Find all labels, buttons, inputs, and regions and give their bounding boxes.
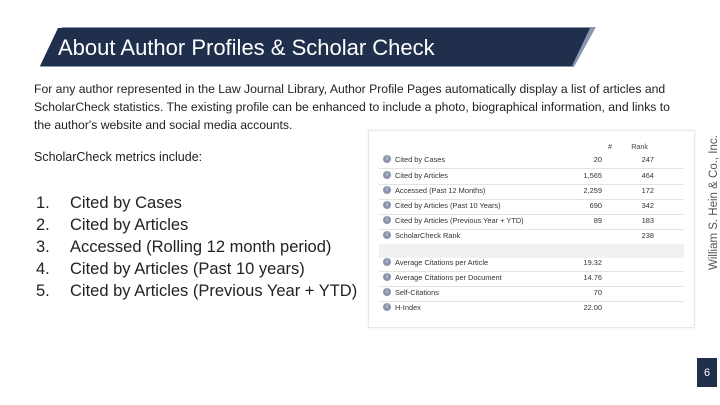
row-label: Self-Citations <box>395 288 439 297</box>
row-label: Cited by Articles (Past 10 Years) <box>395 201 501 210</box>
metrics-heading: ScholarCheck metrics include: <box>34 150 203 164</box>
list-number: 4. <box>36 260 50 278</box>
info-icon: i <box>383 201 391 209</box>
row-value: 20 <box>593 155 602 164</box>
scholarcheck-table-screenshot <box>368 130 695 328</box>
row-label: Average Citations per Document <box>395 273 502 282</box>
table-row <box>379 231 684 242</box>
table-row <box>379 216 684 227</box>
intro-paragraph: For any author represented in the Law Journal Library, Author Profile Pages automatically display a list of articles and ScholarCheck statistics. The existing profile can be enhanced to include a photo, biographical information, and links to the author's website and social media accounts. <box>34 82 670 132</box>
list-text: Cited by Cases <box>70 194 182 212</box>
info-icon: i <box>383 216 391 224</box>
row-value: 19.32 <box>583 258 602 267</box>
info-icon: i <box>383 171 391 179</box>
info-icon: i <box>383 288 391 296</box>
info-icon: i <box>383 186 391 194</box>
row-rank: 238 <box>641 231 654 240</box>
page-number: 6 <box>697 358 717 387</box>
table-row <box>379 155 684 166</box>
table-row <box>379 303 684 314</box>
list-number: 1. <box>36 194 50 212</box>
row-divider <box>379 199 684 200</box>
metrics-list-item <box>30 192 365 214</box>
row-label: ScholarCheck Rank <box>395 231 461 240</box>
table-row <box>379 186 684 197</box>
table-row <box>379 273 684 284</box>
table-row <box>379 171 684 182</box>
row-value: 14.76 <box>583 273 602 282</box>
info-icon: i <box>383 303 391 311</box>
column-header-rank: Rank <box>631 142 648 151</box>
row-rank: 172 <box>641 186 654 195</box>
row-value: 70 <box>593 288 602 297</box>
info-icon: i <box>383 155 391 163</box>
list-text: Accessed (Rolling 12 month period) <box>70 238 332 256</box>
table-row <box>379 201 684 212</box>
row-label: Average Citations per Article <box>395 258 489 267</box>
info-icon: i <box>383 258 391 266</box>
row-value: 89 <box>593 216 602 225</box>
row-value: 2,259 <box>583 186 602 195</box>
metrics-list <box>30 192 365 302</box>
row-divider <box>379 301 684 302</box>
table-row <box>379 258 684 269</box>
section-separator <box>379 244 684 258</box>
column-header-count: # <box>608 142 612 151</box>
list-number: 2. <box>36 216 50 234</box>
slide-title: About Author Profiles & Scholar Check <box>58 35 435 60</box>
row-value: 690 <box>589 201 602 210</box>
row-label: Cited by Articles (Previous Year + YTD) <box>395 216 524 225</box>
row-rank: 464 <box>641 171 654 180</box>
list-text: Cited by Articles (Past 10 years) <box>70 260 305 278</box>
list-number: 3. <box>36 238 50 256</box>
metrics-list-item <box>30 280 365 302</box>
metrics-list-item <box>30 214 365 236</box>
row-rank: 342 <box>641 201 654 210</box>
row-label: Cited by Cases <box>395 155 446 164</box>
row-label: Accessed (Past 12 Months) <box>395 186 486 195</box>
row-label: Cited by Articles <box>395 171 448 180</box>
row-divider <box>379 214 684 215</box>
table-row <box>379 288 684 299</box>
info-icon: i <box>383 273 391 281</box>
row-rank: 247 <box>641 155 654 164</box>
row-divider <box>379 168 684 169</box>
list-text: Cited by Articles <box>70 216 189 234</box>
row-divider <box>379 271 684 272</box>
publisher-credit: William S. Hein & Co., Inc. <box>708 135 720 270</box>
row-label: H-Index <box>395 303 421 312</box>
row-divider <box>379 286 684 287</box>
info-icon: i <box>383 231 391 239</box>
row-divider <box>379 229 684 230</box>
row-divider <box>379 184 684 185</box>
list-number: 5. <box>36 282 50 300</box>
row-value: 22.00 <box>583 303 602 312</box>
row-rank: 183 <box>641 216 654 225</box>
metrics-list-item <box>30 236 365 258</box>
row-value: 1,565 <box>583 171 602 180</box>
metrics-list-item <box>30 258 365 280</box>
list-text: Cited by Articles (Previous Year + YTD) <box>70 282 358 300</box>
